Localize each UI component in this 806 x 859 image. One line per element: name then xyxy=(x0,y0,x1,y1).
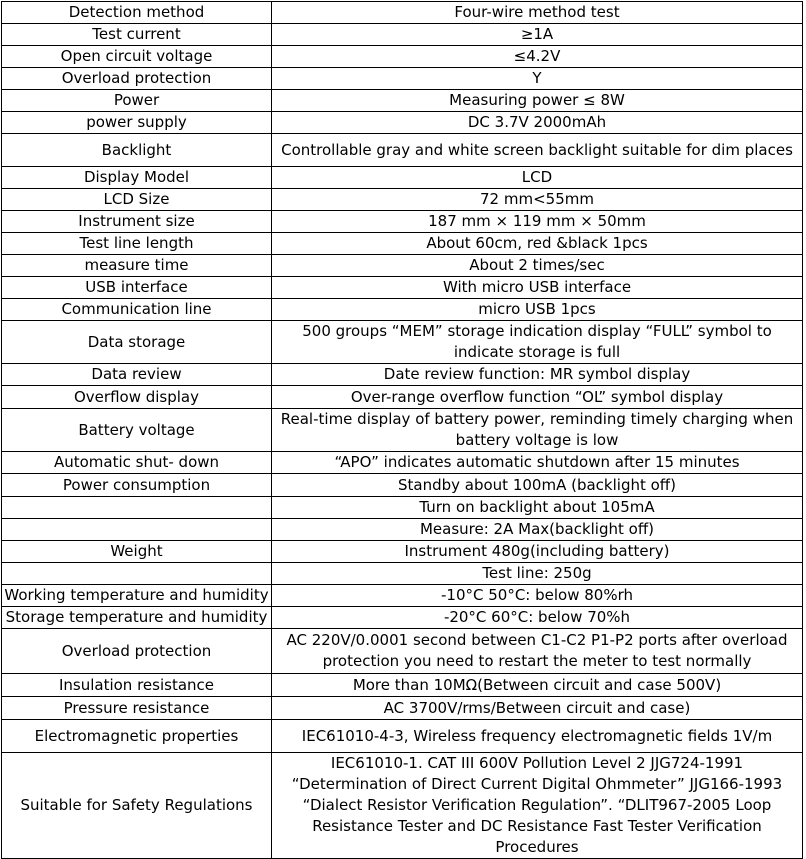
label-cell xyxy=(2,497,272,519)
value-cell: More than 10MΩ(Between circuit and case 500V) xyxy=(272,674,803,697)
value-cell: Real-time display of battery power, reminding timely charging when battery voltage is low xyxy=(272,409,803,452)
label-cell: Detection method xyxy=(2,2,272,24)
value-cell: “APO” indicates automatic shutdown after 15 minutes xyxy=(272,452,803,474)
table-row xyxy=(2,233,803,255)
table-row xyxy=(2,497,803,519)
label-cell: Instrument size xyxy=(2,211,272,233)
table-row xyxy=(2,674,803,697)
label-cell: Electromagnetic properties xyxy=(2,720,272,753)
label-cell: Battery voltage xyxy=(2,409,272,452)
spec-table xyxy=(1,1,803,859)
value-cell: About 60cm, red &black 1pcs xyxy=(272,233,803,255)
label-cell: Data storage xyxy=(2,321,272,364)
table-row xyxy=(2,321,803,364)
label-cell: Backlight xyxy=(2,134,272,167)
label-cell: Test current xyxy=(2,24,272,46)
value-cell: Four-wire method test xyxy=(272,2,803,24)
label-cell: Overload protection xyxy=(2,68,272,90)
label-cell: Communication line xyxy=(2,299,272,321)
table-row xyxy=(2,68,803,90)
value-cell: IEC61010-4-3, Wireless frequency electromagnetic fields 1V/m xyxy=(272,720,803,753)
table-row xyxy=(2,167,803,189)
table-row xyxy=(2,112,803,134)
label-cell xyxy=(2,563,272,585)
table-row xyxy=(2,607,803,629)
table-row xyxy=(2,585,803,607)
table-row xyxy=(2,474,803,497)
label-cell: Suitable for Safety Regulations xyxy=(2,753,272,859)
value-cell: Measure: 2A Max(backlight off) xyxy=(272,519,803,541)
table-row xyxy=(2,409,803,452)
value-cell: 187 mm × 119 mm × 50mm xyxy=(272,211,803,233)
value-cell: Controllable gray and white screen backlight suitable for dim places xyxy=(272,134,803,167)
table-row xyxy=(2,277,803,299)
label-cell: Overflow display xyxy=(2,386,272,409)
table-row xyxy=(2,46,803,68)
table-row xyxy=(2,90,803,112)
value-cell: With micro USB interface xyxy=(272,277,803,299)
label-cell xyxy=(2,519,272,541)
label-cell: Test line length xyxy=(2,233,272,255)
table-row xyxy=(2,753,803,859)
value-cell: AC 220V/0.0001 second between C1-C2 P1-P2 ports after overload protection you need to restart the meter to test normally xyxy=(272,629,803,674)
value-cell: ≤4.2V xyxy=(272,46,803,68)
value-cell: ≥1A xyxy=(272,24,803,46)
label-cell: LCD Size xyxy=(2,189,272,211)
table-row xyxy=(2,24,803,46)
value-cell: 72 mm<55mm xyxy=(272,189,803,211)
label-cell: USB interface xyxy=(2,277,272,299)
label-cell: Pressure resistance xyxy=(2,697,272,720)
table-row xyxy=(2,720,803,753)
table-row xyxy=(2,629,803,674)
value-cell: LCD xyxy=(272,167,803,189)
label-cell: Working temperature and humidity xyxy=(2,585,272,607)
label-cell: Overload protection xyxy=(2,629,272,674)
label-cell: Weight xyxy=(2,541,272,563)
label-cell: Display Model xyxy=(2,167,272,189)
value-cell: Measuring power ≤ 8W xyxy=(272,90,803,112)
label-cell: power supply xyxy=(2,112,272,134)
value-cell: DC 3.7V 2000mAh xyxy=(272,112,803,134)
value-cell: Y xyxy=(272,68,803,90)
label-cell: Open circuit voltage xyxy=(2,46,272,68)
table-row xyxy=(2,697,803,720)
value-cell: micro USB 1pcs xyxy=(272,299,803,321)
value-cell: 500 groups “MEM” storage indication display “FULL” symbol to indicate storage is full xyxy=(272,321,803,364)
label-cell: Power consumption xyxy=(2,474,272,497)
label-cell: measure time xyxy=(2,255,272,277)
table-row xyxy=(2,519,803,541)
value-cell: -20°C 60°C: below 70%h xyxy=(272,607,803,629)
label-cell: Storage temperature and humidity xyxy=(2,607,272,629)
table-row xyxy=(2,255,803,277)
table-row xyxy=(2,563,803,585)
table-row xyxy=(2,189,803,211)
value-cell: Instrument 480g(including battery) xyxy=(272,541,803,563)
spec-table-body xyxy=(2,2,803,859)
value-cell: AC 3700V/rms/Between circuit and case) xyxy=(272,697,803,720)
table-row xyxy=(2,134,803,167)
value-cell: -10°C 50°C: below 80%rh xyxy=(272,585,803,607)
label-cell: Automatic shut- down xyxy=(2,452,272,474)
label-cell: Insulation resistance xyxy=(2,674,272,697)
table-row xyxy=(2,364,803,386)
table-row xyxy=(2,299,803,321)
table-row xyxy=(2,386,803,409)
table-row xyxy=(2,452,803,474)
value-cell: Test line: 250g xyxy=(272,563,803,585)
value-cell: Turn on backlight about 105mA xyxy=(272,497,803,519)
value-cell: About 2 times/sec xyxy=(272,255,803,277)
table-row xyxy=(2,2,803,24)
label-cell: Data review xyxy=(2,364,272,386)
label-cell: Power xyxy=(2,90,272,112)
value-cell: Standby about 100mA (backlight off) xyxy=(272,474,803,497)
value-cell: IEC61010-1. CAT III 600V Pollution Level 2 JJG724-1991 “Determination of Direct Current Digital Ohmmeter” JJG166-1993 “Dialect Resistor Verification Regulation”. “DLIT967-2005 Loop Resistance Tester and DC Resistance Fast Tester Verification Procedures xyxy=(272,753,803,859)
value-cell: Over-range overflow function “OL” symbol display xyxy=(272,386,803,409)
value-cell: Date review function: MR symbol display xyxy=(272,364,803,386)
table-row xyxy=(2,211,803,233)
table-row xyxy=(2,541,803,563)
